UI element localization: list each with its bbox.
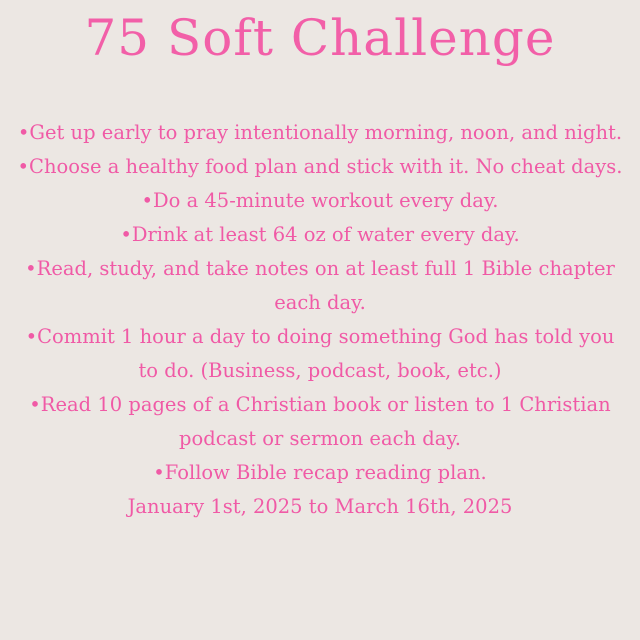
rule-item-read-pages: •Read 10 pages of a Christian book or listen to 1 Christian podcast or sermon each day. — [29, 393, 611, 450]
rule-item-food-plan: •Choose a healthy food plan and stick with it. No cheat days. — [17, 155, 623, 178]
rule-item-pray: •Get up early to pray intentionally morning, noon, and night. — [17, 121, 623, 144]
challenge-rules-list — [14, 116, 626, 524]
date-range: January 1st, 2025 to March 16th, 2025 — [127, 495, 513, 518]
rule-item-commit-hour: •Commit 1 hour a day to doing something God has told you to do. (Business, podcast, book, etc.) — [25, 325, 615, 382]
rule-item-water: •Drink at least 64 oz of water every day. — [120, 223, 520, 246]
rule-item-bible-chapter: •Read, study, and take notes on at least full 1 Bible chapter each day. — [25, 257, 615, 314]
page-title: 75 Soft Challenge — [84, 9, 556, 67]
rule-item-bible-recap: •Follow Bible recap reading plan. — [153, 461, 487, 484]
rule-item-workout: •Do a 45-minute workout every day. — [141, 189, 499, 212]
